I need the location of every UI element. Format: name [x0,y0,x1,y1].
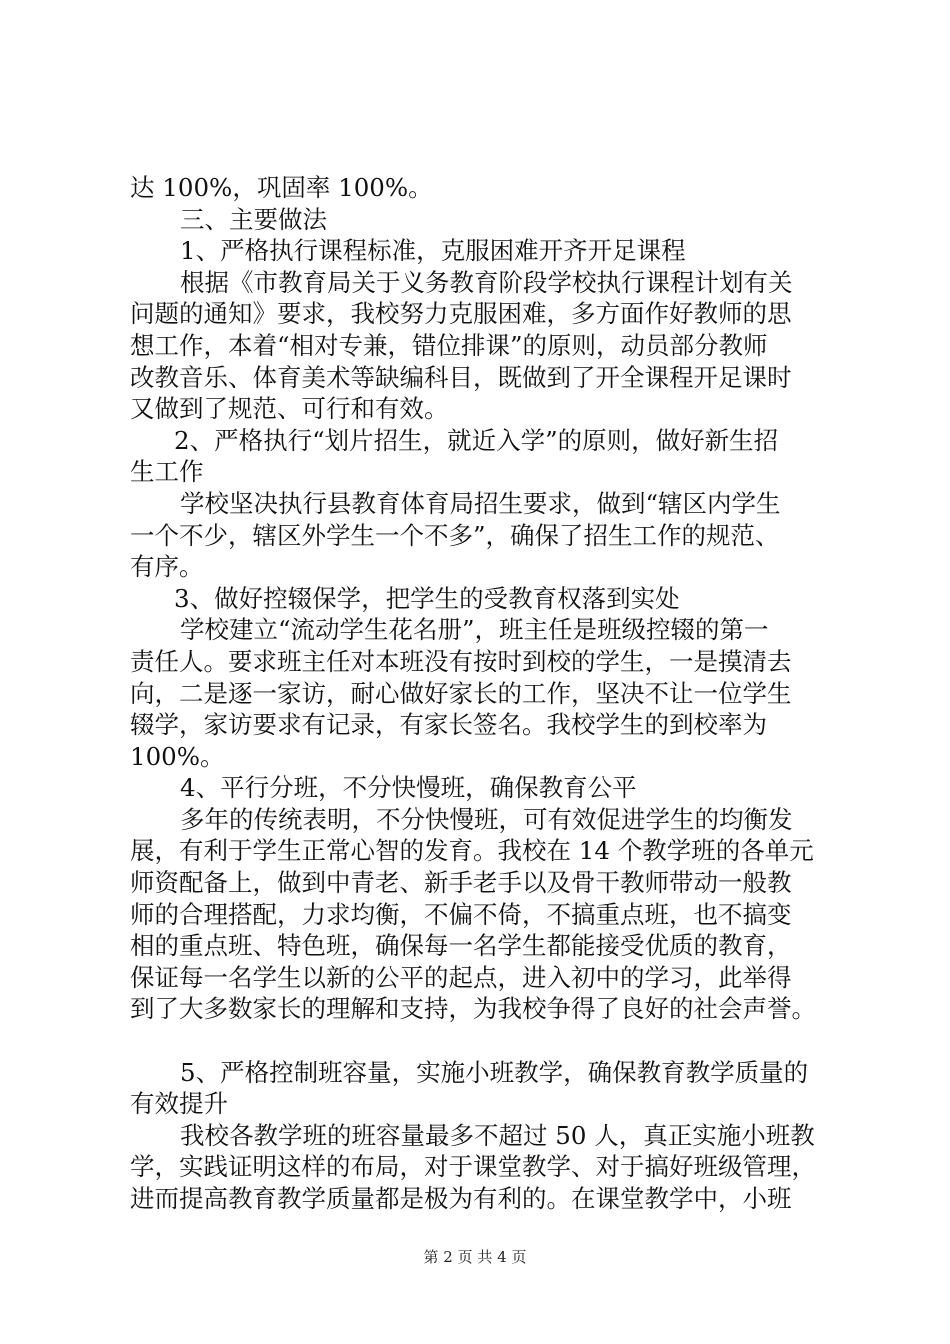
text-line: 根据《市教育局关于义务教育阶段学校执行课程计划有关 [180,267,793,297]
subsection-heading: 5、严格控制班容量，实施小班教学，确保教育教学质量的 [180,1057,809,1087]
text-line: 一个不少，辖区外学生一个不多”，确保了招生工作的规范、 [130,520,780,550]
subsection-heading: 2、严格执行“划片招生，就近入学”的原则，做好新生招 [174,425,779,455]
text-line: 到了大多数家长的理解和支持，为我校争得了良好的社会声誉。 [130,994,816,1024]
text-line: 100%。 [130,741,225,771]
subsection-heading: 3、做好控辍保学，把学生的受教育权落到实处 [174,583,680,613]
text-line: 责任人。要求班主任对本班没有按时到校的学生，一是摸清去 [130,646,792,676]
text-line: 学校坚决执行县教育体育局招生要求，做到“辖区内学生 [180,488,781,518]
text-line: 生工作 [130,457,204,487]
section-heading: 三、主要做法 [180,204,327,234]
text-line: 多年的传统表明，不分快慢班，可有效促进学生的均衡发 [180,804,793,834]
text-line: 达 100%，巩固率 100%。 [130,173,433,202]
text-line: 师资配备上，做到中青老、新手老手以及骨干教师带动一般教 [130,868,792,898]
text-line: 改教音乐、体育美术等缺编科目，既做到了开全课程开足课时 [130,362,792,392]
subsection-heading: 1、严格执行课程标准，克服困难开齐开足课程 [180,236,686,266]
text-line: 向，二是逐一家访，耐心做好家长的工作，坚决不让一位学生 [130,678,792,708]
page-number-footer: 第 2 页 共 4 页 [423,1248,527,1266]
text-line: 进而提高教育教学质量都是极为有利的。在课堂教学中，小班 [130,1184,792,1213]
document-body [130,172,840,1215]
text-line: 想工作，本着“相对专兼，错位排课”的原则，动员部分教师 [130,330,768,360]
text-line: 我校各教学班的班容量最多不超过 50 人，真正实施小班教 [180,1120,815,1150]
text-line: 有序。 [130,552,204,582]
text-line: 保证每一名学生以新的公平的起点，进入初中的学习，此举得 [130,962,792,992]
paragraph-gap [130,1025,840,1057]
text-line: 学校建立“流动学生花名册”，班主任是班级控辍的第一 [180,615,769,645]
subsection-heading: 4、平行分班，不分快慢班，确保教育公平 [180,773,637,803]
text-line: 问题的通知》要求，我校努力克服困难，多方面作好教师的思 [130,299,792,329]
text-line: 相的重点班、特色班，确保每一名学生都能接受优质的教育， [130,931,792,961]
text-line: 学，实践证明这样的布局，对于课堂教学、对于搞好班级管理， [130,1152,816,1182]
text-line: 有效提升 [130,1089,228,1119]
text-line: 辍学，家访要求有记录，有家长签名。我校学生的到校率为 [130,710,767,740]
text-line: 师的合理搭配，力求均衡，不偏不倚，不搞重点班，也不搞变 [130,899,792,929]
text-line: 展，有利于学生正常心智的发育。我校在 14 个教学班的各单元 [130,836,814,866]
text-line: 又做到了规范、可行和有效。 [130,394,449,424]
